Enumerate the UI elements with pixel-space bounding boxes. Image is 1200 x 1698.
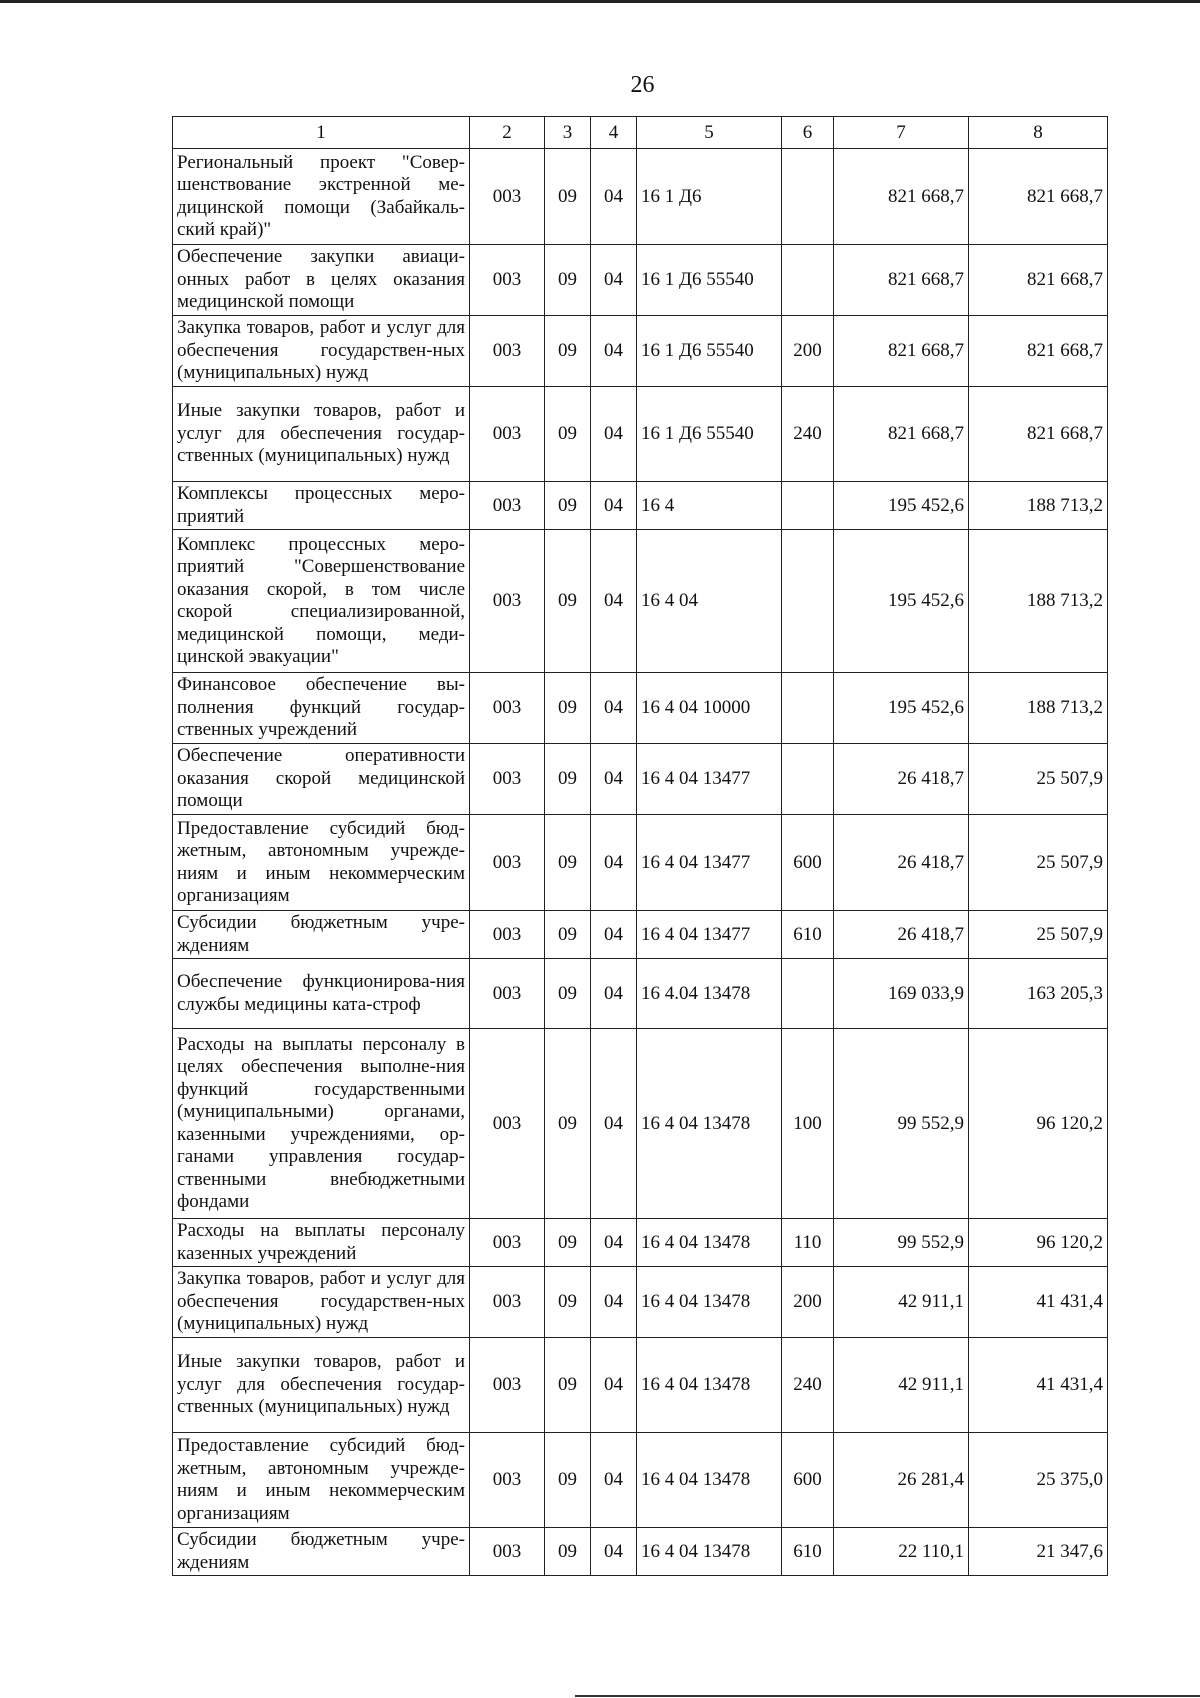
cell-name: Предоставление субсидий бюд-жетным, автономным учрежде-ниям и иным некоммерческим организациям	[173, 815, 470, 911]
table-row	[173, 911, 1108, 959]
table-row	[173, 1267, 1108, 1338]
cell-section: 09	[545, 316, 591, 387]
cell-target-article: 16 4 04 13478	[637, 1433, 782, 1528]
cell-admin-code: 003	[470, 149, 545, 245]
cell-target-article: 16 1 Д6	[637, 149, 782, 245]
cell-amount-year-2: 41 431,4	[969, 1267, 1108, 1338]
top-rule	[0, 0, 1200, 3]
cell-name: Субсидии бюджетным учре-ждениям	[173, 911, 470, 959]
cell-section: 09	[545, 1528, 591, 1576]
cell-target-article: 16 4 04 13478	[637, 1338, 782, 1433]
cell-amount-year-2: 96 120,2	[969, 1219, 1108, 1267]
cell-section: 09	[545, 1029, 591, 1219]
cell-expense-type	[782, 149, 834, 245]
header-col-5: 5	[637, 117, 782, 149]
cell-amount-year-1: 195 452,6	[834, 530, 969, 673]
cell-admin-code: 003	[470, 673, 545, 744]
cell-expense-type: 240	[782, 1338, 834, 1433]
cell-name: Расходы на выплаты персоналу казенных учреждений	[173, 1219, 470, 1267]
cell-subsection: 04	[591, 673, 637, 744]
cell-section: 09	[545, 1219, 591, 1267]
cell-target-article: 16 1 Д6 55540	[637, 316, 782, 387]
cell-amount-year-2: 188 713,2	[969, 530, 1108, 673]
table-row	[173, 744, 1108, 815]
header-col-8: 8	[969, 117, 1108, 149]
cell-target-article: 16 4.04 13478	[637, 959, 782, 1029]
cell-target-article: 16 1 Д6 55540	[637, 387, 782, 482]
cell-section: 09	[545, 1338, 591, 1433]
budget-table	[172, 116, 1108, 1576]
cell-amount-year-2: 41 431,4	[969, 1338, 1108, 1433]
cell-target-article: 16 4 04 13477	[637, 744, 782, 815]
cell-target-article: 16 4 04 13478	[637, 1528, 782, 1576]
cell-name: Региональный проект "Совер-шенствование экстренной ме-дицинской помощи (Забайкаль-ский край)"	[173, 149, 470, 245]
cell-name: Иные закупки товаров, работ и услуг для обеспечения государ-ственных (муниципальных) нужд	[173, 1338, 470, 1433]
cell-subsection: 04	[591, 245, 637, 316]
cell-admin-code: 003	[470, 1029, 545, 1219]
cell-subsection: 04	[591, 530, 637, 673]
cell-section: 09	[545, 387, 591, 482]
cell-name: Субсидии бюджетным учре-ждениям	[173, 1528, 470, 1576]
cell-amount-year-1: 42 911,1	[834, 1267, 969, 1338]
cell-amount-year-1: 99 552,9	[834, 1029, 969, 1219]
cell-admin-code: 003	[470, 482, 545, 530]
cell-amount-year-2: 21 347,6	[969, 1528, 1108, 1576]
cell-target-article: 16 4 04 13478	[637, 1267, 782, 1338]
cell-section: 09	[545, 815, 591, 911]
cell-target-article: 16 4 04 13477	[637, 815, 782, 911]
cell-amount-year-1: 821 668,7	[834, 387, 969, 482]
cell-target-article: 16 4 04 13478	[637, 1219, 782, 1267]
cell-expense-type	[782, 744, 834, 815]
cell-subsection: 04	[591, 959, 637, 1029]
cell-name: Финансовое обеспечение вы-полнения функций государ-ственных учреждений	[173, 673, 470, 744]
cell-amount-year-2: 188 713,2	[969, 482, 1108, 530]
cell-expense-type	[782, 530, 834, 673]
header-col-3: 3	[545, 117, 591, 149]
cell-expense-type: 600	[782, 1433, 834, 1528]
cell-subsection: 04	[591, 1267, 637, 1338]
cell-expense-type: 240	[782, 387, 834, 482]
cell-expense-type	[782, 482, 834, 530]
cell-target-article: 16 1 Д6 55540	[637, 245, 782, 316]
cell-target-article: 16 4	[637, 482, 782, 530]
table-row	[173, 1029, 1108, 1219]
cell-expense-type: 610	[782, 1528, 834, 1576]
cell-admin-code: 003	[470, 815, 545, 911]
cell-amount-year-2: 25 375,0	[969, 1433, 1108, 1528]
cell-expense-type: 110	[782, 1219, 834, 1267]
bottom-rule	[575, 1695, 1200, 1697]
cell-name: Предоставление субсидий бюд-жетным, автономным учрежде-ниям и иным некоммерческим организациям	[173, 1433, 470, 1528]
table-row	[173, 149, 1108, 245]
cell-name: Расходы на выплаты персоналу в целях обеспечения выполне-ния функций государственными (муниципальными) органами, казенными учреждениями, ор-ганами управления государ-ственными внебюджетными фондами	[173, 1029, 470, 1219]
cell-admin-code: 003	[470, 1267, 545, 1338]
cell-name: Комплекс процессных меро-приятий "Совершенствование оказания скорой, в том числе скорой специализированной, медицинской помощи, меди-цинской эвакуации"	[173, 530, 470, 673]
cell-admin-code: 003	[470, 1219, 545, 1267]
cell-admin-code: 003	[470, 911, 545, 959]
cell-section: 09	[545, 911, 591, 959]
cell-amount-year-2: 96 120,2	[969, 1029, 1108, 1219]
cell-target-article: 16 4 04 13477	[637, 911, 782, 959]
table-row	[173, 959, 1108, 1029]
cell-name: Комплексы процессных меро-приятий	[173, 482, 470, 530]
cell-admin-code: 003	[470, 316, 545, 387]
cell-admin-code: 003	[470, 387, 545, 482]
cell-subsection: 04	[591, 1219, 637, 1267]
cell-subsection: 04	[591, 316, 637, 387]
cell-amount-year-2: 821 668,7	[969, 245, 1108, 316]
cell-name: Закупка товаров, работ и услуг для обеспечения государствен-ных (муниципальных) нужд	[173, 316, 470, 387]
table-row	[173, 1433, 1108, 1528]
cell-amount-year-1: 821 668,7	[834, 316, 969, 387]
table-row	[173, 482, 1108, 530]
cell-subsection: 04	[591, 911, 637, 959]
cell-target-article: 16 4 04 10000	[637, 673, 782, 744]
cell-subsection: 04	[591, 387, 637, 482]
cell-amount-year-1: 99 552,9	[834, 1219, 969, 1267]
cell-subsection: 04	[591, 1433, 637, 1528]
header-col-7: 7	[834, 117, 969, 149]
table-row	[173, 245, 1108, 316]
table-row	[173, 530, 1108, 673]
cell-admin-code: 003	[470, 530, 545, 673]
table-row	[173, 316, 1108, 387]
header-row	[173, 117, 1108, 149]
cell-amount-year-1: 26 418,7	[834, 911, 969, 959]
cell-expense-type: 200	[782, 1267, 834, 1338]
cell-expense-type: 100	[782, 1029, 834, 1219]
cell-subsection: 04	[591, 744, 637, 815]
table-row	[173, 387, 1108, 482]
cell-subsection: 04	[591, 1528, 637, 1576]
cell-expense-type	[782, 959, 834, 1029]
cell-amount-year-2: 163 205,3	[969, 959, 1108, 1029]
cell-subsection: 04	[591, 1029, 637, 1219]
cell-amount-year-1: 42 911,1	[834, 1338, 969, 1433]
cell-section: 09	[545, 1267, 591, 1338]
cell-admin-code: 003	[470, 959, 545, 1029]
cell-amount-year-1: 169 033,9	[834, 959, 969, 1029]
cell-name: Иные закупки товаров, работ и услуг для обеспечения государ-ственных (муниципальных) нужд	[173, 387, 470, 482]
table-row	[173, 815, 1108, 911]
table-row	[173, 1219, 1108, 1267]
cell-admin-code: 003	[470, 245, 545, 316]
cell-section: 09	[545, 245, 591, 316]
cell-subsection: 04	[591, 482, 637, 530]
cell-expense-type	[782, 245, 834, 316]
table-row	[173, 1528, 1108, 1576]
cell-subsection: 04	[591, 149, 637, 245]
cell-amount-year-2: 821 668,7	[969, 387, 1108, 482]
header-col-4: 4	[591, 117, 637, 149]
cell-subsection: 04	[591, 1338, 637, 1433]
header-col-6: 6	[782, 117, 834, 149]
cell-expense-type: 610	[782, 911, 834, 959]
cell-amount-year-2: 821 668,7	[969, 316, 1108, 387]
cell-section: 09	[545, 530, 591, 673]
cell-amount-year-1: 195 452,6	[834, 482, 969, 530]
cell-amount-year-2: 25 507,9	[969, 815, 1108, 911]
table-row	[173, 1338, 1108, 1433]
cell-amount-year-1: 821 668,7	[834, 245, 969, 316]
table-body	[173, 149, 1108, 1576]
header-col-2: 2	[470, 117, 545, 149]
cell-amount-year-1: 26 418,7	[834, 815, 969, 911]
cell-target-article: 16 4 04 13478	[637, 1029, 782, 1219]
cell-name: Обеспечение функционирова-ния службы медицины ката-строф	[173, 959, 470, 1029]
cell-amount-year-2: 25 507,9	[969, 911, 1108, 959]
cell-amount-year-2: 25 507,9	[969, 744, 1108, 815]
cell-admin-code: 003	[470, 1528, 545, 1576]
cell-expense-type: 200	[782, 316, 834, 387]
cell-name: Обеспечение закупки авиаци-онных работ в целях оказания медицинской помощи	[173, 245, 470, 316]
cell-expense-type: 600	[782, 815, 834, 911]
cell-section: 09	[545, 959, 591, 1029]
cell-amount-year-2: 188 713,2	[969, 673, 1108, 744]
cell-expense-type	[782, 673, 834, 744]
cell-name: Закупка товаров, работ и услуг для обеспечения государствен-ных (муниципальных) нужд	[173, 1267, 470, 1338]
cell-section: 09	[545, 673, 591, 744]
header-col-1: 1	[173, 117, 470, 149]
cell-section: 09	[545, 149, 591, 245]
cell-admin-code: 003	[470, 1433, 545, 1528]
cell-admin-code: 003	[470, 744, 545, 815]
cell-amount-year-1: 26 281,4	[834, 1433, 969, 1528]
cell-admin-code: 003	[470, 1338, 545, 1433]
cell-amount-year-1: 195 452,6	[834, 673, 969, 744]
cell-section: 09	[545, 482, 591, 530]
page-number: 26	[630, 72, 655, 98]
table-row	[173, 673, 1108, 744]
cell-amount-year-1: 22 110,1	[834, 1528, 969, 1576]
cell-amount-year-2: 821 668,7	[969, 149, 1108, 245]
cell-target-article: 16 4 04	[637, 530, 782, 673]
cell-amount-year-1: 26 418,7	[834, 744, 969, 815]
cell-name: Обеспечение оперативности оказания скорой медицинской помощи	[173, 744, 470, 815]
cell-section: 09	[545, 744, 591, 815]
cell-subsection: 04	[591, 815, 637, 911]
cell-section: 09	[545, 1433, 591, 1528]
cell-amount-year-1: 821 668,7	[834, 149, 969, 245]
